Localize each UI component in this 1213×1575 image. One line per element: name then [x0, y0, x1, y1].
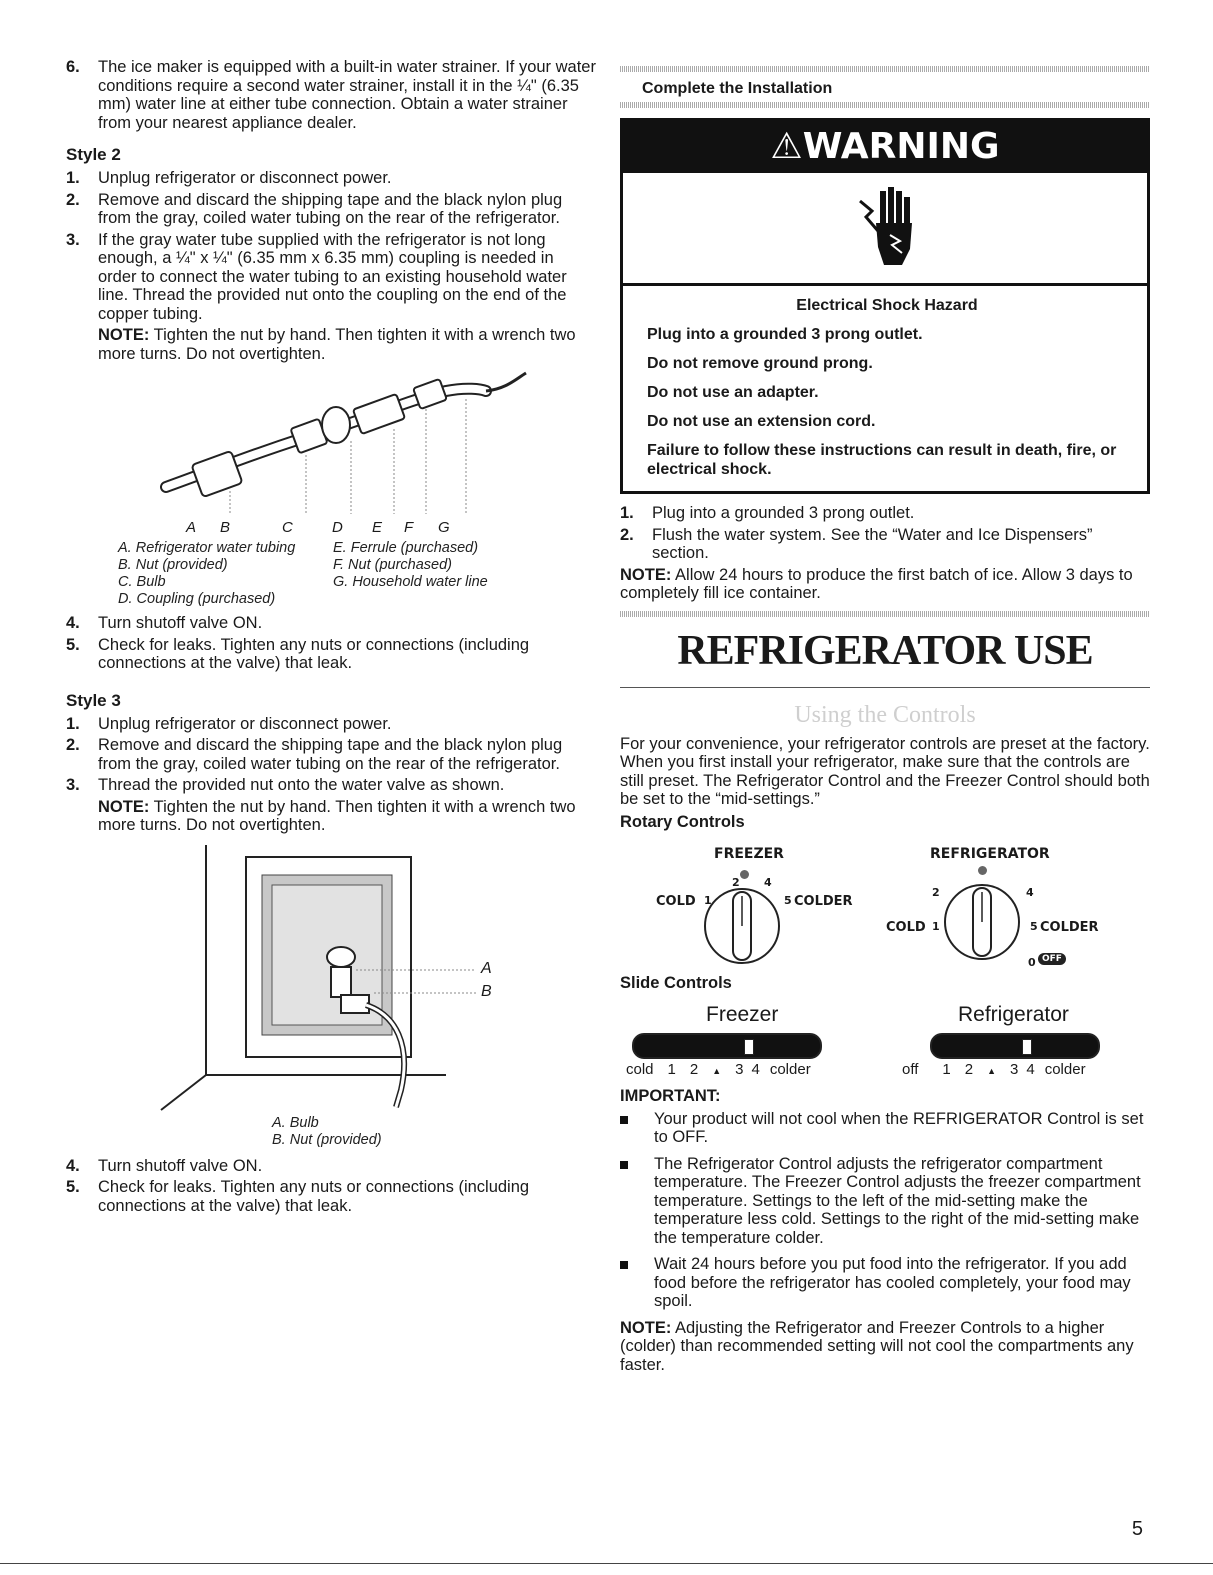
- slide-controls-heading: Slide Controls: [620, 973, 732, 992]
- step-text: Turn shutoff valve ON.: [98, 1156, 263, 1175]
- step-number: 3.: [66, 776, 80, 794]
- refrigerator-scale-off: off: [902, 1060, 919, 1078]
- style2-step: [66, 636, 596, 673]
- water-valve-figure: [66, 845, 596, 1115]
- step-number: 4.: [66, 1156, 80, 1175]
- figure-letters: [186, 519, 596, 536]
- step-text: Check for leaks. Tighten any nuts or connections (including connections at the valve) that leak.: [98, 1178, 530, 1215]
- step-number: 2.: [66, 736, 80, 754]
- step-number: 1.: [620, 504, 634, 522]
- refrigerator-num-2: 2: [932, 885, 940, 899]
- warning-line: Do not use an extension cord.: [647, 413, 876, 430]
- important-bullet: [620, 1110, 1150, 1147]
- step-number: 4.: [66, 614, 80, 632]
- note-text: Tighten the nut by hand. Then tighten it with a wrench two more turns. Do not overtighten.: [98, 797, 576, 834]
- freezer-scale-mid: ▲: [712, 1065, 722, 1076]
- freezer-dial: [702, 886, 782, 966]
- step-6: [66, 58, 596, 132]
- style3-heading: Style 3: [66, 690, 121, 710]
- caption: B. Nut (provided): [272, 1131, 382, 1148]
- freezer-mid-dot: [740, 870, 749, 879]
- bullet-mark: [620, 1110, 654, 1147]
- note-text: Tighten the nut by hand. Then tighten it with a wrench two more turns. Do not overtighten.: [98, 326, 576, 363]
- install-note: [620, 566, 1150, 603]
- install-step: [620, 504, 1150, 523]
- caption: A. Bulb: [272, 1114, 319, 1131]
- refrigerator-num-4: 4: [1026, 885, 1034, 899]
- freezer-cold-label: COLD: [656, 893, 696, 909]
- style2-step: [66, 231, 596, 324]
- freezer-slide-title: Freezer: [706, 1002, 779, 1026]
- refrigerator-scale-colder: colder: [1044, 1060, 1086, 1078]
- refrigerator-dial: [942, 882, 1022, 962]
- note-text: Allow 24 hours to produce the first batch of ice. Allow 3 days to completely fill ice container.: [620, 565, 1133, 602]
- freezer-scale-4: 4: [751, 1060, 760, 1078]
- important-heading: IMPORTANT:: [620, 1086, 721, 1105]
- caption: A. Refrigerator water tubing: [118, 540, 296, 556]
- caption: B. Nut (provided): [118, 557, 228, 573]
- step-text: Plug into a grounded 3 prong outlet.: [652, 504, 915, 522]
- step-number: 3.: [66, 230, 80, 249]
- rotary-controls-heading: Rotary Controls: [620, 812, 745, 831]
- letter-c: C: [282, 519, 293, 536]
- install-step: [620, 526, 1150, 563]
- refrigerator-scale-3: 3: [1010, 1060, 1019, 1078]
- shock-hazard-icon: [623, 173, 1147, 286]
- freezer-colder-label: COLDER: [794, 893, 853, 909]
- controls-intro: For your convenience, your refrigerator controls are preset at the factory. When you first install your refrigerator, make sure that the controls are still preset. The Refrigerator Control and the Freezer Control should both be set to the “mid-settings.”: [620, 734, 1150, 808]
- letter-e: E: [372, 519, 383, 536]
- tubing-connection-illustration: [66, 369, 596, 519]
- warning-line: Plug into a grounded 3 prong outlet.: [647, 326, 923, 343]
- dotted-rule: [620, 611, 1150, 617]
- bullet-mark: [620, 1155, 654, 1248]
- caption: C. Bulb: [118, 574, 166, 590]
- warning-line: Failure to follow these instructions can result in death, fire, or electrical shock.: [647, 442, 1117, 478]
- step-text: Turn shutoff valve ON.: [98, 614, 263, 632]
- step-number: 6.: [66, 58, 80, 76]
- warning-line: Do not use an adapter.: [647, 384, 819, 401]
- style2-note: [98, 326, 596, 363]
- refrigerator-slider[interactable]: [930, 1033, 1100, 1059]
- refrigerator-cold-label: COLD: [886, 919, 926, 935]
- subsection-title: Using the Controls: [794, 701, 976, 728]
- freezer-dial-title: FREEZER: [714, 845, 784, 862]
- step-text: Unplug refrigerator or disconnect power.: [98, 714, 392, 733]
- refrigerator-scale-mid: ▲: [987, 1065, 997, 1076]
- freezer-scale-3: 3: [735, 1060, 744, 1078]
- bullet-text: The Refrigerator Control adjusts the refrigerator compartment temperature. The Freezer Control adjusts the freezer compartment temperature. Settings to the left of the mid-setting make the temperature less cold. Settings to the right of the mid-setting make the temperature colder.: [654, 1154, 1141, 1247]
- step-number: 1.: [66, 169, 80, 187]
- note-label: NOTE:: [620, 1318, 672, 1337]
- freezer-scale-2: 2: [689, 1060, 699, 1078]
- style2-step: [66, 191, 596, 228]
- complete-installation-heading: Complete the Installation: [642, 80, 833, 97]
- section-rule: [620, 687, 1150, 688]
- step-text: Remove and discard the shipping tape and the black nylon plug from the gray, coiled water tubing on the rear of the refrigerator.: [98, 190, 563, 227]
- refrigerator-mid-dot: [978, 866, 987, 875]
- step-number: 5.: [66, 1178, 80, 1196]
- style3-step: [66, 715, 596, 734]
- freezer-num-5: 5: [784, 893, 792, 907]
- freezer-scale: [626, 1061, 811, 1078]
- refrigerator-num-5: 5: [1030, 919, 1038, 933]
- letter-b: B: [220, 519, 231, 536]
- tubing-connection-figure: [66, 369, 596, 519]
- step-text: Flush the water system. See the “Water and Ice Dispensers” section.: [652, 525, 1093, 562]
- warning-header: ⚠WARNING: [623, 121, 1147, 173]
- step-text: Unplug refrigerator or disconnect power.: [98, 169, 392, 187]
- style3-step: [66, 736, 596, 773]
- caption: E. Ferrule (purchased): [333, 540, 479, 556]
- letter-a: A: [186, 519, 197, 536]
- warning-hazard-title: Electrical Shock Hazard: [796, 297, 978, 314]
- warning-body: [623, 296, 1147, 491]
- note-text: Adjusting the Refrigerator and Freezer Controls to a higher (colder) than recommended setting will not cool the compartments any faster.: [620, 1318, 1134, 1374]
- letter-d: D: [332, 519, 343, 536]
- refrigerator-scale-4: 4: [1026, 1060, 1035, 1078]
- dotted-rule: [620, 102, 1150, 108]
- bullet-text: Wait 24 hours before you put food into the refrigerator. If you add food before the refrigerator has cooled completely, your food may spoil.: [654, 1255, 1131, 1310]
- refrigerator-scale-1: 1: [942, 1060, 951, 1078]
- important-bullet: [620, 1255, 1150, 1311]
- dotted-rule: [620, 66, 1150, 72]
- slide-controls: [620, 993, 1150, 1079]
- note-label: NOTE:: [98, 326, 150, 344]
- step-text: Thread the provided nut onto the water valve as shown.: [98, 776, 505, 794]
- style3-step: [66, 1157, 596, 1176]
- step-number: 2.: [66, 190, 80, 209]
- warning-line: Do not remove ground prong.: [647, 355, 873, 372]
- water-valve-illustration: [66, 845, 596, 1115]
- refrigerator-colder-label: COLDER: [1040, 919, 1099, 935]
- refrigerator-num-1: 1: [932, 919, 940, 933]
- refrigerator-slider-thumb[interactable]: [1022, 1039, 1032, 1055]
- freezer-scale-1: 1: [667, 1060, 676, 1078]
- figure-letter-b: B: [481, 982, 492, 1000]
- freezer-slider[interactable]: [632, 1033, 822, 1059]
- important-bullet: [620, 1155, 1150, 1248]
- refrigerator-slide-title: Refrigerator: [958, 1002, 1069, 1026]
- final-note: [620, 1319, 1150, 1375]
- freezer-num-1: 1: [704, 893, 712, 907]
- freezer-scale-colder: colder: [769, 1060, 811, 1078]
- note-label: NOTE:: [98, 797, 150, 816]
- left-column: [66, 58, 596, 1218]
- refrigerator-off-badge: OFF: [1038, 953, 1066, 965]
- style2-step: [66, 169, 596, 188]
- freezer-scale-cold: cold: [626, 1060, 654, 1078]
- step-text: The ice maker is equipped with a built-in water strainer. If your water conditions require a second water strainer, install it in the ¼" (6.35 mm) water line at either tube connection. Obtain a water strainer from your nearest appliance dealer.: [98, 58, 596, 132]
- caption: D. Coupling (purchased): [118, 591, 276, 607]
- right-column: [620, 66, 1150, 1374]
- freezer-slider-thumb[interactable]: [744, 1039, 754, 1055]
- refrigerator-num-0: 0: [1028, 955, 1036, 969]
- step-number: 5.: [66, 635, 80, 654]
- bottom-rule: [0, 1563, 1213, 1564]
- style3-note: [98, 798, 596, 835]
- style2-step: [66, 614, 596, 633]
- refrigerator-scale: [902, 1061, 1086, 1078]
- step-number: 1.: [66, 714, 80, 733]
- letter-f: F: [404, 519, 414, 536]
- caption: G. Household water line: [333, 574, 488, 590]
- refrigerator-scale-2: 2: [964, 1060, 974, 1078]
- style3-step: [66, 776, 596, 795]
- page-number: 5: [1131, 1518, 1143, 1540]
- step-number: 2.: [620, 525, 634, 544]
- step-text: If the gray water tube supplied with the refrigerator is not long enough, a ¼" x ¼" (6.35 mm x 6.35 mm) coupling is needed in order to connect the water tubing to an existing household water line. Thread the provided nut onto the coupling on the end of the copper tubing.: [98, 230, 567, 323]
- figure-captions: [118, 540, 596, 608]
- refrigerator-dial-title: REFRIGERATOR: [930, 845, 1050, 862]
- caption: F. Nut (purchased): [333, 557, 453, 573]
- section-title: REFRIGERATOR USE: [677, 627, 1093, 674]
- warning-box: [620, 118, 1150, 494]
- freezer-num-4: 4: [764, 875, 772, 889]
- letter-g: G: [438, 519, 450, 536]
- style2-heading: Style 2: [66, 145, 121, 164]
- bullet-mark: [620, 1255, 654, 1311]
- bullet-text: Your product will not cool when the REFRIGERATOR Control is set to OFF.: [654, 1109, 1144, 1146]
- step-text: Remove and discard the shipping tape and the black nylon plug from the gray, coiled water tubing on the rear of the refrigerator.: [98, 736, 563, 773]
- step-text: Check for leaks. Tighten any nuts or connections (including connections at the valve) that leak.: [98, 635, 530, 672]
- note-label: NOTE:: [620, 565, 672, 584]
- figure-letter-a: A: [481, 959, 492, 977]
- style3-step: [66, 1178, 596, 1215]
- freezer-num-2: 2: [732, 875, 740, 889]
- rotary-controls: [620, 832, 1150, 982]
